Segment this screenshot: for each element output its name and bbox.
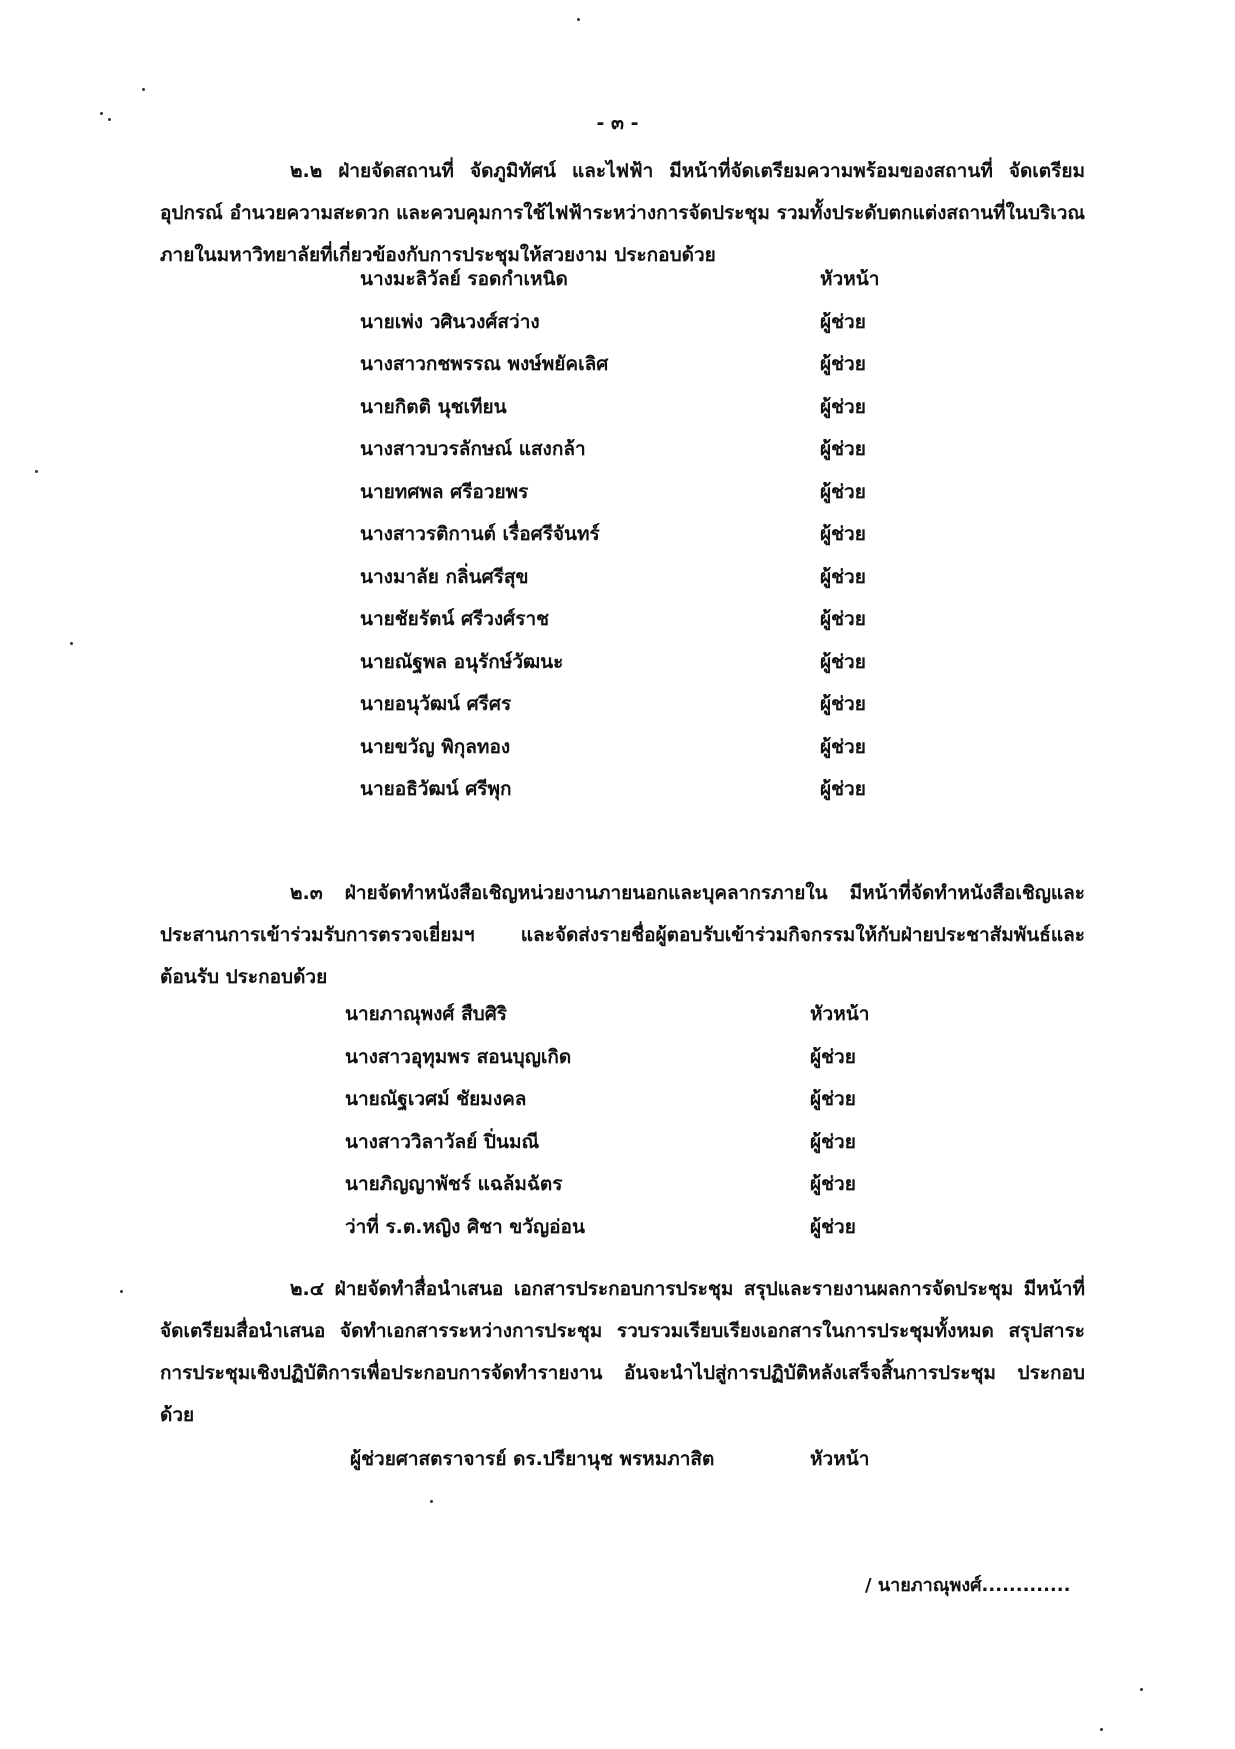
member-role: ผู้ช่วย xyxy=(820,395,866,418)
roster-row xyxy=(360,471,920,514)
member-name: นางมาลัย กลิ่นศรีสุข xyxy=(360,565,529,588)
roster-row xyxy=(360,386,920,429)
member-name: นางสาววิลาวัลย์ ปิ่นมณี xyxy=(345,1130,540,1153)
member-role: ผู้ช่วย xyxy=(810,1088,856,1110)
member-role: ผู้ช่วย xyxy=(820,353,866,375)
roster-row xyxy=(350,1438,910,1481)
scan-speck xyxy=(1140,1688,1143,1691)
member-name: นายณัฐเวศม์ ชัยมงคล xyxy=(345,1088,527,1110)
section-2-4-roster xyxy=(350,1438,910,1481)
roster-row xyxy=(360,556,920,599)
member-role: หัวหน้า xyxy=(820,268,880,290)
roster-row xyxy=(360,301,920,344)
scan-speck xyxy=(1100,1728,1103,1731)
member-name: นายณัฐพล อนุรักษ์วัฒนะ xyxy=(360,650,564,673)
section-2-4-paragraph: ๒.๔ ฝ่ายจัดทำสื่อนำเสนอ เอกสารประกอบการประชุม สรุปและรายงานผลการจัดประชุม มีหน้าที่ จัดเตรียมสื่อนำเสนอ จัดทำเอกสารระหว่างการประชุม รวบรวมเรียบเรียงเอกสารในการประชุมทั้งหมด สรุปสาระการประชุมเชิงปฏิบัติการเพื่อประกอบการจัดทำรายงาน อันจะนำไปสู่การปฏิบัติหลังเสร็จสิ้นการประชุม ประกอบด้วย xyxy=(160,1278,1085,1426)
roster-row xyxy=(360,428,920,471)
member-name: ผู้ช่วยศาสตราจารย์ ดร.ปรียานุช พรหมภาสิต xyxy=(350,1448,715,1470)
member-role: ผู้ช่วย xyxy=(820,650,866,673)
member-role: ผู้ช่วย xyxy=(820,735,866,758)
scan-speck xyxy=(577,18,580,21)
roster-row xyxy=(360,726,920,769)
scan-speck xyxy=(430,1500,433,1503)
member-name: นายขวัญ พิกุลทอง xyxy=(360,735,511,758)
roster-row xyxy=(345,1206,905,1249)
scan-speck xyxy=(70,642,73,645)
roster-row xyxy=(360,598,920,641)
member-role: ผู้ช่วย xyxy=(820,693,866,715)
member-name: นายชัยรัตน์ ศรีวงศ์ราช xyxy=(360,608,550,630)
member-name: ว่าที่ ร.ต.หญิง ศิชา ขวัญอ่อน xyxy=(345,1215,585,1238)
roster-row xyxy=(345,1078,905,1121)
member-role: ผู้ช่วย xyxy=(820,523,866,545)
roster-row xyxy=(360,343,920,386)
scan-speck xyxy=(120,1290,123,1293)
member-role: ผู้ช่วย xyxy=(820,608,866,630)
member-role: ผู้ช่วย xyxy=(820,778,866,800)
member-role: ผู้ช่วย xyxy=(810,1215,856,1238)
member-role: ผู้ช่วย xyxy=(820,438,866,460)
member-role: หัวหน้า xyxy=(810,1448,870,1470)
member-name: นายภิญญาพัชร์ แฉล้มฉัตร xyxy=(345,1173,563,1195)
member-name: นางสาวอุทุมพร สอนบุญเกิด xyxy=(345,1045,572,1068)
member-role: ผู้ช่วย xyxy=(820,565,866,588)
roster-row xyxy=(360,768,920,811)
member-name: นายภาณุพงศ์ สืบศิริ xyxy=(345,1003,508,1025)
member-name: นายอธิวัฒน์ ศรีพุก xyxy=(360,778,512,800)
roster-row xyxy=(360,258,920,301)
member-name: นางสาวกชพรรณ พงษ์พยัคเลิศ xyxy=(360,353,609,375)
roster-row xyxy=(345,1163,905,1206)
roster-row xyxy=(345,1121,905,1164)
member-role: ผู้ช่วย xyxy=(820,310,866,333)
scan-speck xyxy=(142,88,145,91)
member-name: นางสาวรติกานต์ เรื่อศรีจันทร์ xyxy=(360,523,600,545)
section-2-3-roster xyxy=(345,993,905,1248)
page-number: - ๓ - xyxy=(596,112,639,134)
section-2-2-paragraph: ๒.๒ ฝ่ายจัดสถานที่ จัดภูมิทัศน์ และไฟฟ้า มีหน้าที่จัดเตรียมความพร้อมของสถานที่ จัดเตรียมอุปกรณ์ อำนวยความสะดวก และควบคุมการใช้ไฟฟ้าระหว่างการจัดประชุม รวมทั้งประดับตกแต่งสถานที่ในบริเวณภายในมหาวิทยาลัยที่เกี่ยวข้องกับการประชุมให้สวยงาม ประกอบด้วย xyxy=(160,160,1085,266)
scan-speck xyxy=(35,470,38,473)
member-role: หัวหน้า xyxy=(810,1003,870,1025)
continuation-note: / นายภาณุพงศ์............. xyxy=(865,1575,1071,1596)
member-name: นางมะลิวัลย์ รอดกำเหนิด xyxy=(360,268,568,290)
member-name: นายกิตติ นุชเทียน xyxy=(360,395,507,418)
section-2-3-paragraph: ๒.๓ ฝ่ายจัดทำหนังสือเชิญหน่วยงานภายนอกและบุคลากรภายใน มีหน้าที่จัดทำหนังสือเชิญและประสานการเข้าร่วมรับการตรวจเยี่ยมฯ และจัดส่งรายชื่อผู้ตอบรับเข้าร่วมกิจกรรมให้กับฝ่ายประชาสัมพันธ์และต้อนรับ ประกอบด้วย xyxy=(160,882,1085,988)
roster-row xyxy=(345,993,905,1036)
roster-row xyxy=(360,683,920,726)
section-2-2-roster xyxy=(360,258,920,811)
member-name: นายเพ่ง วศินวงศ์สว่าง xyxy=(360,310,540,333)
member-role: ผู้ช่วย xyxy=(810,1045,856,1068)
scan-speck xyxy=(108,118,111,121)
member-role: ผู้ช่วย xyxy=(820,480,866,503)
member-name: นางสาวบวรลักษณ์ แสงกล้า xyxy=(360,438,586,460)
roster-row xyxy=(345,1036,905,1079)
member-role: ผู้ช่วย xyxy=(810,1173,856,1195)
member-name: นายทศพล ศรีอวยพร xyxy=(360,480,529,503)
member-name: นายอนุวัฒน์ ศรีศร xyxy=(360,693,512,715)
roster-row xyxy=(360,513,920,556)
member-role: ผู้ช่วย xyxy=(810,1130,856,1153)
roster-row xyxy=(360,641,920,684)
scan-speck xyxy=(100,112,103,115)
